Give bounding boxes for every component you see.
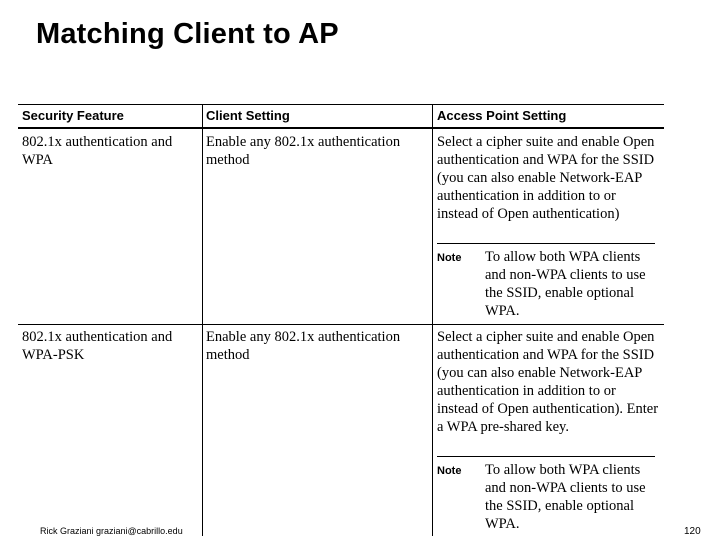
row1-note-text: To allow both WPA clients and non-WPA clients to use the SSID, enable optional WPA.	[485, 249, 646, 319]
header-security-feature: Security Feature	[22, 108, 124, 123]
header-bottom-rule	[18, 127, 664, 129]
row1-note-rule	[437, 243, 655, 244]
column-divider	[202, 104, 203, 536]
footer-author: Rick Graziani graziani@cabrillo.edu	[40, 526, 183, 536]
header-ap-setting: Access Point Setting	[437, 108, 567, 123]
header-client-setting: Client Setting	[206, 108, 290, 123]
row2-note-text: To allow both WPA clients and non-WPA clients to use the SSID, enable optional WPA.	[485, 462, 646, 532]
row2-ap: Select a cipher suite and enable Open authentication and WPA for the SSID (you can also enable Network-EAP authentication in addition to or instead of Open authentication). Enter a WPA pre-shared key.	[437, 329, 659, 435]
slide-title: Matching Client to AP	[36, 18, 339, 50]
row2-client: Enable any 802.1x authentication method	[206, 329, 401, 363]
row1-ap: Select a cipher suite and enable Open authentication and WPA for the SSID (you can also enable Network-EAP authentication in addition to or instead of Open authentication)	[437, 134, 655, 222]
row1-feature: 802.1x authentication and WPA	[22, 134, 173, 168]
security-settings-table	[18, 104, 664, 536]
row-divider	[18, 324, 664, 325]
column-divider	[432, 104, 433, 536]
row2-note-label: Note	[437, 465, 462, 477]
row1-client: Enable any 802.1x authentication method	[206, 134, 401, 168]
table-top-rule	[18, 104, 664, 105]
row1-note-label: Note	[437, 252, 462, 264]
row2-feature: 802.1x authentication and WPA-PSK	[22, 329, 173, 363]
row2-note-rule	[437, 456, 655, 457]
page-number: 120	[684, 526, 701, 537]
